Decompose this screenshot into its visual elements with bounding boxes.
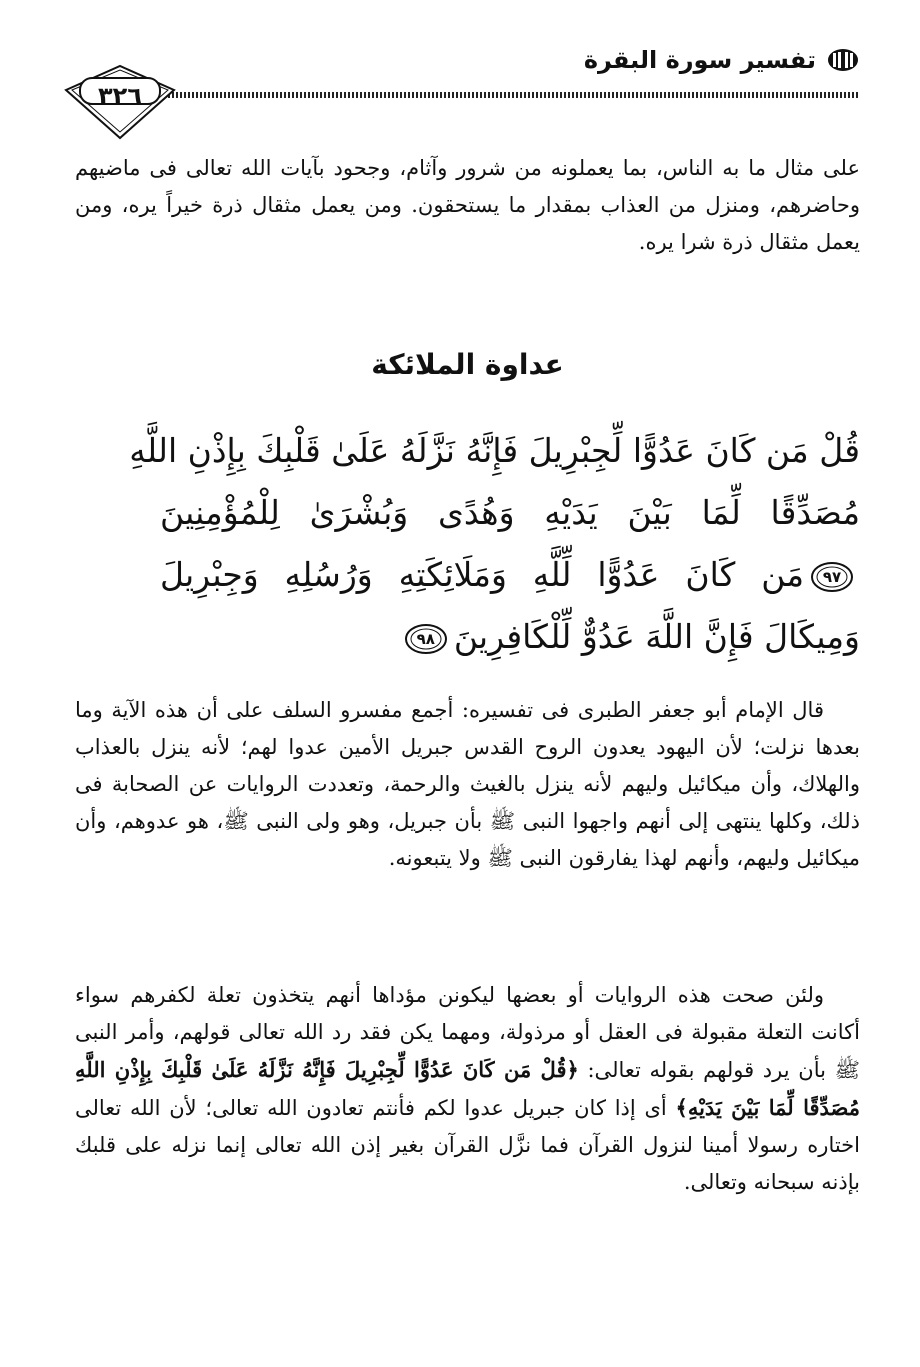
ayah-number: ٩٧ bbox=[822, 568, 842, 586]
running-title bbox=[584, 40, 860, 80]
rebuttal-text-after: أى إذا كان جبريل عدوا لكم فأنتم تعادون الله تعالى؛ لأن الله تعالى اختاره رسولا أمينا لنزول القرآن فما نزَّل القرآن بغير إذن الله تعالى إنما نزله على قلبك بإذنه سبحانه وتعالى. bbox=[75, 1096, 860, 1194]
page-number: ٣٢٦ bbox=[98, 82, 142, 110]
paragraph-rebuttal bbox=[75, 977, 860, 1201]
running-title-text: تفسير سورة البقرة bbox=[583, 46, 816, 74]
verse-line-4-text: وَمِيكَالَ فَإِنَّ اللَّهَ عَدُوٌّ لِّلْكَافِرِينَ bbox=[453, 617, 860, 656]
ayah-marker-97 bbox=[810, 561, 854, 593]
quran-verses bbox=[129, 420, 860, 668]
ayah-number: ٩٨ bbox=[416, 630, 435, 648]
page-number-badge bbox=[60, 64, 180, 140]
rebuttal-text-before: ولئن صحت هذه الروايات أو بعضها ليكونن مؤداها أنهم يتخذون تعلة لكفرهم سواء أكانت التعلة مقبولة فى العقل أو مرذولة، ومهما يكن فقد رد الله تعالى قولهم، وأمر النبى ﷺ بأن يرد قولهم بقوله تعالى: bbox=[75, 983, 861, 1082]
paragraph-tabari: قال الإمام أبو جعفر الطبرى فى تفسيره: أجمع مفسرو السلف على أن هذه الآية وما بعدها نزلت؛ لأن اليهود يعدون الروح القدس جبريل الأمين عدوا لهم؛ لأنه ينزل بالعذاب والهلاك، وأن ميكائيل وليهم لأنه ينزل بالغيث والرحمة، وتعددت الروايات عن الصحابة فى ذلك، وكلها ينتهى إلى أنهم واجهوا النبى ﷺ بأن جبريل، وهو ولى النبى ﷺ، هو عدوهم، وأن ميكائيل وليهم، وأنهم لهذا يفارقون النبى ﷺ ولا يتبعونه. bbox=[75, 698, 860, 870]
verse-line-4 bbox=[160, 606, 860, 668]
ayah-marker-98 bbox=[404, 623, 448, 655]
inline-quran-quote: ﴿قُلْ مَن كَانَ عَدُوًّا لِّجِبْرِيلَ فَإِنَّهُ نَزَّلَهُ عَلَىٰ قَلْبِكَ بِإِذْنِ اللَّهِ مُصَدِّقًا لِّمَا بَيْنَ يَدَيْهِ﴾ bbox=[75, 1057, 860, 1120]
verse-line-3 bbox=[160, 544, 860, 606]
verse-line-2: مُصَدِّقًا لِّمَا بَيْنَ يَدَيْهِ وَهُدًى وَبُشْرَىٰ لِلْمُؤْمِنِينَ bbox=[160, 493, 860, 532]
page-header bbox=[60, 40, 860, 140]
header-rule bbox=[160, 92, 860, 98]
verse-line-1: قُلْ مَن كَانَ عَدُوًّا لِّجِبْرِيلَ فَإِنَّهُ نَزَّلَهُ عَلَىٰ قَلْبِكَ بِإِذْنِ اللَّهِ bbox=[129, 431, 860, 470]
section-heading: عداوة الملائكة bbox=[371, 348, 564, 381]
paragraph-intro: على مثال ما به الناس، بما يعملونه من شرور وآثام، وجحود بآيات الله تعالى فى ماضيهم وحاضرهم، ومنزل من العذاب بمقدار ما يستحقون. ومن يعمل مثقال ذرة خيراً يره، ومن يعمل مثقال ذرة شرا يره. bbox=[75, 156, 860, 254]
verse-line-3-text: مَن كَانَ عَدُوًّا لِّلَّهِ وَمَلَائِكَتِهِ وَرُسُلِهِ وَجِبْرِيلَ bbox=[160, 555, 804, 594]
book-ornament-icon bbox=[826, 47, 860, 73]
